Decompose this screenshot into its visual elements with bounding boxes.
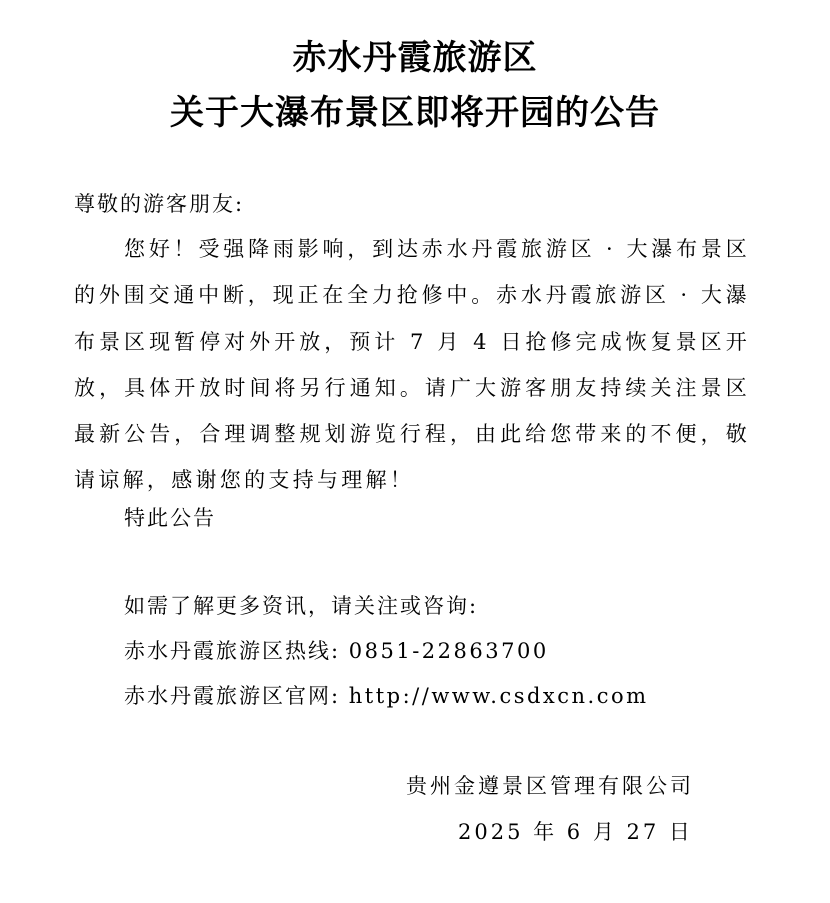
website-label: 赤水丹霞旅游区官网:: [124, 684, 341, 708]
hotline-number: 0851-22863700: [348, 639, 549, 663]
website-url: http://www.csdxcn.com: [348, 684, 649, 708]
website-line: [124, 680, 649, 710]
issue-date: 2025 年 6 月 27 日: [458, 820, 693, 844]
title-line-1: 赤水丹霞旅游区: [292, 38, 538, 78]
issuer-name: 贵州金遵景区管理有限公司: [406, 774, 694, 798]
hotline-line: [124, 635, 549, 665]
title-line-2: 关于大瀑布景区即将开园的公告: [170, 93, 660, 133]
hotline-label: 赤水丹霞旅游区热线:: [124, 639, 341, 663]
notice-closing: 特此公告: [124, 506, 216, 530]
notice-paragraph: 您好！受强降雨影响，到达赤水丹霞旅游区 · 大瀑布景区的外围交通中断，现正在全力抢修中。赤水丹霞旅游区 · 大瀑布景区现暂停对外开放，预计 7 月 4 日抢修完成恢复景区开放，具体开放时间将另行通知。请广大游客朋友持续关注景区最新公告，合理调整规划游览行程，由此给您带来的不便，敬请谅解，感谢您的支持与理解！: [74, 237, 750, 493]
contact-intro: 如需了解更多资讯，请关注或咨询:: [124, 594, 479, 618]
salutation: 尊敬的游客朋友:: [74, 192, 245, 216]
